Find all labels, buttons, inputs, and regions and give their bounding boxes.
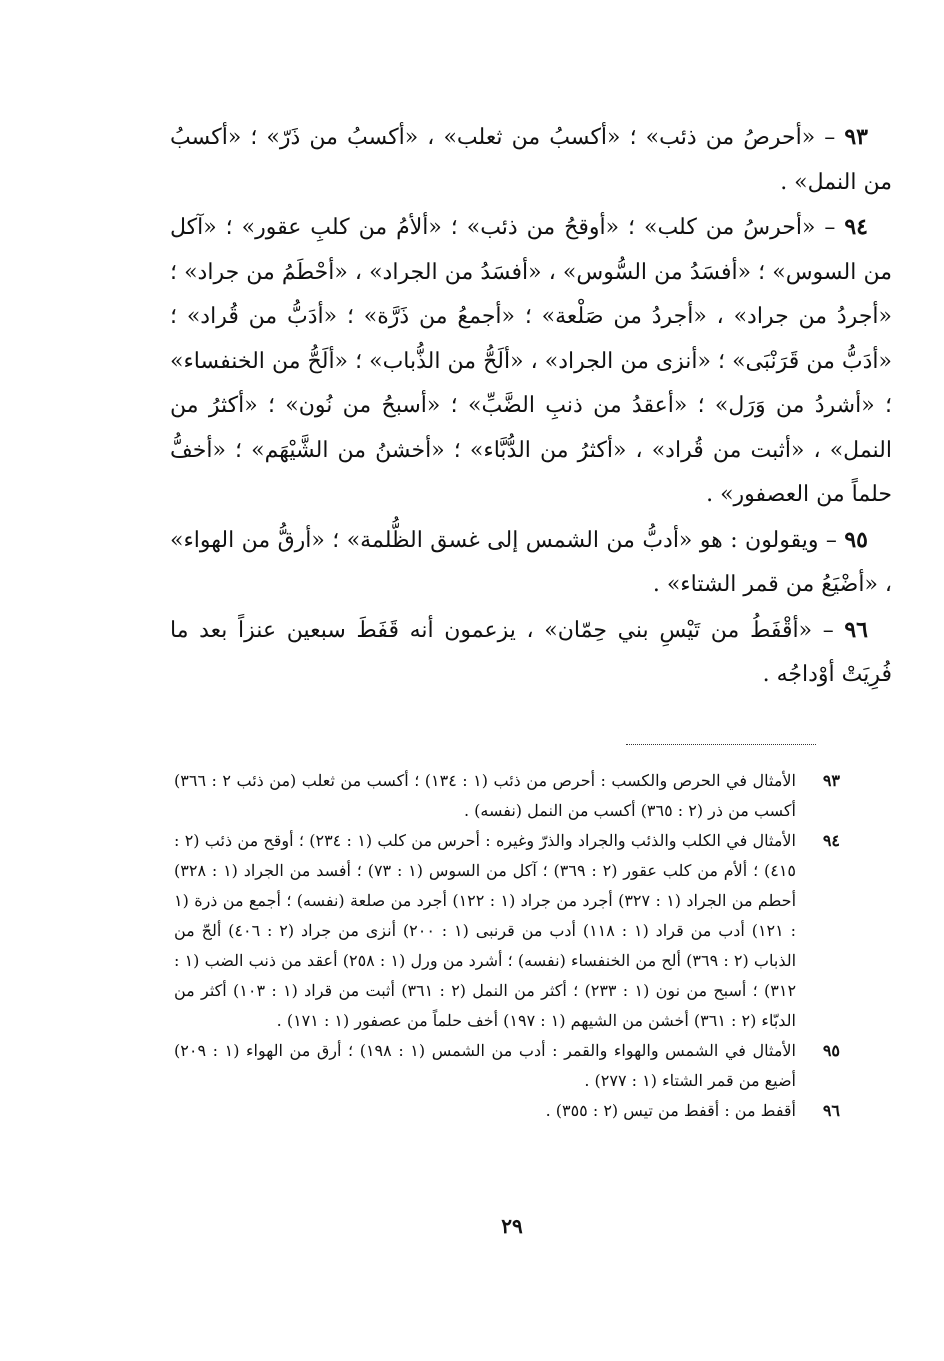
footnote-number: ٩٥: [822, 1041, 840, 1060]
footnote-95: [174, 1036, 840, 1096]
footnote-divider: [626, 744, 816, 745]
footnote-96: [174, 1096, 840, 1126]
footnote-text: الأمثال في الكلب والذئب والجراد والذرّ وغيره : أحرس من كلب (١ : ٢٣٤) ؛ أوقح من ذئب (٢ : ٤١٥) ؛ ألأم من كلب عقور (٢ : ٣٦٩) ؛ آكل من السوس (١ : ٧٣) ؛ أفسد من الجراد (١ : ٣٢٨) أحطم من الجراد (١ : ٣٢٧) أجرد من جراد (١ : ١٢٢) أجرد من صلعة (نفسه) ؛ أجمع من ذرة (١ : ١٢١) أدب من قراد (١ : ١١٨) أدب من قرنبى (١ : ٢٠٠) أنزى من جراد (٢ : ٤٠٦) ألحّ من الذباب (٢ : ٣٦٩) ألح من الخنفساء (نفسه) ؛ أشرد من ورل (١ : ٢٥٨) أعقد من ذنب الضب (١ : ٣١٢) ؛ أسبح من نون (١ : ٢٣٣) ؛ أكثر من النمل (٢ : ٣٦١) أثبت من قراد (١ : ١٠٣) أكثر من الدبّاء (٢ : ٣٦١) أخشن من الشيهم (١ : ١٩٧) أخف حلماً من عصفور (١ : ١٧١) .: [174, 831, 797, 1030]
entry-93: [170, 115, 892, 205]
entry-number: ٩٥: [844, 526, 868, 553]
entry-text: – «أحرصُ من ذئب» ؛ «أكسبُ من ثعلب» ، «أكسبُ من ذَرّ» ؛ «أكسبُ من النمل» .: [170, 125, 892, 195]
footnote-94: [174, 826, 840, 1036]
footnote-text: الأمثال في الشمس والهواء والقمر : أدب من الشمس (١ : ١٩٨) ؛ أرق من الهواء (١ : ٢٠٩) أضيع من قمر الشتاء (١ : ٢٧٧) .: [174, 1041, 796, 1090]
footnote-text: الأمثال في الحرص والكسب : أحرص من ذئب (١ : ١٣٤) ؛ أكسب من ثعلب (من ذئب ٢ : ٣٦٦) أكسب من ذر (٢ : ٣٦٥) أكسب من النمل (نفسه) .: [174, 771, 797, 820]
entry-text: – «أحرسُ من كلب» ؛ «أوقحُ من ذئب» ؛ «ألأمُ من كلبِ عقور» ؛ «آكل من السوس» ؛ «أفسَدُ من السُّوس» ، «أفسَدُ من الجراد» ، «أحْطَمُ من جراد» ؛ «أجردُ من جراد» ، «أجردُ من صَلْعة» ؛ «أجمعُ من ذَرَّة» ؛ «أدَبُّ من قُراد» ؛ «أدَبُّ من قَرَنْبَى» ؛ «أنزى من الجراد» ، «ألَحُّ من الذُّباب» ؛ «ألَحُّ من الخنفساء» ؛ «أشردُ من وَرَل» ؛ «أعقدُ من ذنبِ الضَّبِّ» ؛ «أسبحُ من نُون» ؛ «أكثرُ من النمل» ، «أثبت من قُراد» ، «أكثرُ من الدُّبَّاء» ؛ «أخشنُ من الشَّيْهَم» ؛ «أخفُّ حلماً من العصفور» .: [170, 215, 892, 507]
entry-number: ٩٣: [844, 124, 868, 150]
entry-95: [170, 518, 892, 608]
entry-94: [170, 205, 892, 518]
footnote-number: ٩٦: [822, 1101, 840, 1120]
entry-number: ٩٤: [844, 214, 868, 240]
footnotes: [174, 766, 840, 1126]
footnote-text: أقفط من : أقفط من تيس (٢ : ٣٥٥) .: [545, 1101, 796, 1120]
entry-number: ٩٦: [844, 616, 868, 643]
main-text: [170, 115, 892, 698]
page-number: ٢٩: [501, 1214, 523, 1238]
footnote-93: [174, 766, 840, 826]
entry-text: – «أقْفَطُ من تَيْسِ بني حِمّان» ، يزعمون أنه قَفَطَ سبعين عنزاً بعد ما فُرِيَتْ أوْداجُه .: [170, 617, 892, 687]
footnote-number: ٩٤: [822, 831, 840, 850]
entry-96: [170, 608, 892, 698]
entry-text: – ويقولون : هو «أدبُّ من الشمس إلى غسق الظُّلمة» ؛ «أرقُّ من الهواء» ، «أضْيَعُ من قمر الشتاء» .: [170, 527, 892, 597]
footnote-number: ٩٣: [822, 771, 840, 790]
